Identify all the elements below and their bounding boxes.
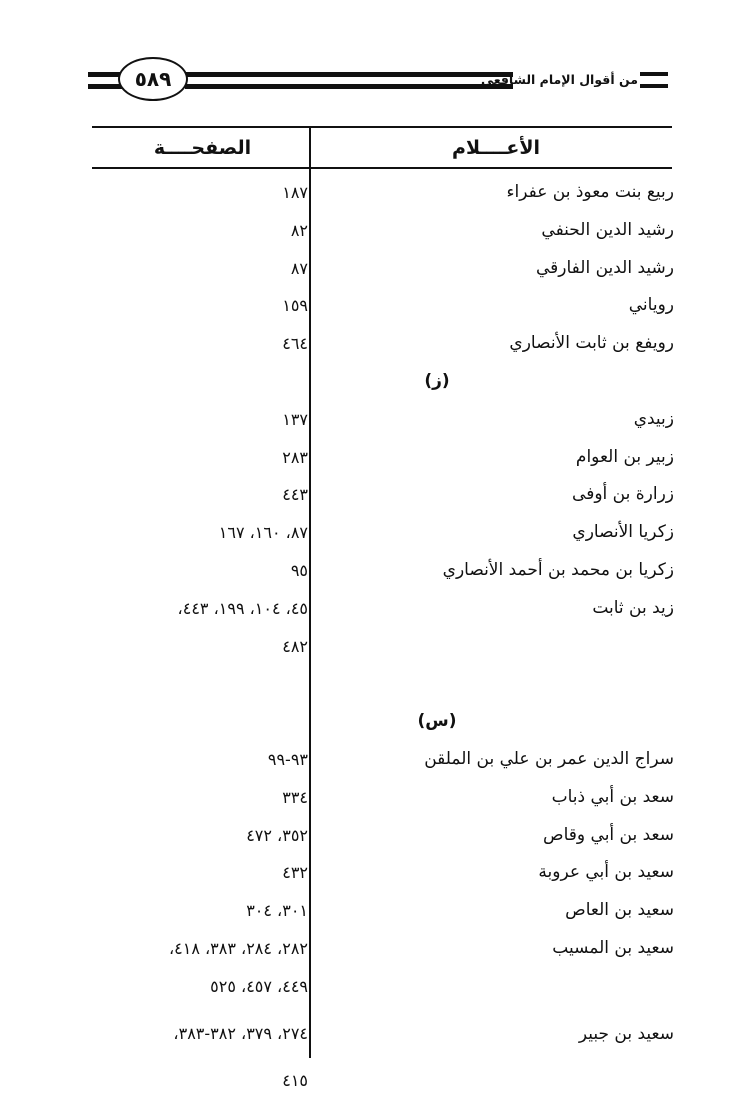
entry-name: رشيد الدين الفارقي [535,257,674,278]
entry-pages [98,665,308,703]
index-row [92,779,677,817]
entry-name: سعيد بن أبي عروبة [538,862,674,883]
header-rule [88,84,122,89]
entry-name [319,665,674,703]
header-rule [88,72,122,77]
entry-name [319,628,674,666]
index-row [92,1062,677,1100]
entry-pages: ٢٧٤، ٣٧٩، ٣٨٢-٣٨٣، [173,1023,308,1043]
running-header [0,0,755,110]
entry-name: ربيع بنت معوذ بن عفراء [506,182,674,202]
index-entries [92,174,677,1099]
index-row [92,552,677,590]
index-row [92,174,677,212]
entry-pages [98,703,308,741]
index-row [92,741,677,779]
table-header-rule [92,167,672,169]
letter-heading-row [92,363,677,401]
entry-name: زبير بن العوام [575,446,674,467]
index-row [92,590,677,628]
entry-pages: ١٣٧ [282,409,308,429]
entry-name [319,968,674,1006]
entry-pages: ٨٧، ١٦٠، ١٦٧ [218,523,308,543]
entry-pages: ٨٢ [290,220,308,240]
entry-name: سعد بن أبي ذباب [551,786,674,807]
pages-column-header: الصفحــــة [153,137,252,159]
entry-name: روياني [628,295,674,316]
index-row [92,892,677,930]
entry-pages: ٤٤٩، ٤٥٧، ٥٢٥ [210,976,308,996]
page-number [118,57,188,101]
index-row [92,287,677,325]
entry-pages: ٢٨٣ [282,447,308,467]
entry-pages: ٣٥٢، ٤٧٢ [246,825,308,845]
letter-heading-text: (س) [417,711,457,732]
entry-pages: ١٥٩ [282,296,308,316]
letter-heading-row [92,703,677,741]
index-row [92,514,677,552]
entry-pages: ٤٣٢ [282,863,308,883]
index-row [92,212,677,250]
index-row [92,476,677,514]
index-row [92,968,677,1006]
header-rule [185,72,513,77]
entry-name: رويفع بن ثابت الأنصاري [509,333,674,354]
index-row [92,628,677,666]
index-row [92,665,677,703]
entry-name: زرارة بن أوفى [572,484,674,505]
entry-pages: ٨٧ [290,258,308,278]
entry-pages: ٢٨٢، ٢٨٤، ٣٨٣، ٤١٨، [168,938,308,958]
entry-pages: ٤٤٣ [282,485,308,505]
header-rule [640,84,668,88]
table-top-rule [92,126,672,128]
entry-name: سعيد بن العاص [565,900,674,921]
letter-heading-text: (ز) [424,370,450,391]
entry-pages: ٣٣٤ [282,787,308,807]
entry-name: زكريا الأنصاري [572,522,674,543]
entry-pages [98,363,308,401]
index-row [92,250,677,288]
entry-pages: ١٨٧ [282,183,308,202]
entry-pages: ٤١٥ [282,1070,308,1090]
entry-pages: ٤٨٢ [282,636,308,656]
entry-name [319,1062,674,1100]
entry-name: زيد بن ثابت [592,597,674,618]
header-rule [640,72,668,76]
entry-pages: ٤٦٤ [282,334,308,354]
index-row [92,439,677,477]
index-row [92,854,677,892]
entry-name: سراج الدين عمر بن علي بن الملقن [424,748,674,769]
page-number-text: ٥٨٩ [134,67,172,91]
names-column-header: الأعــــلام [452,137,540,159]
entry-name: زكريا بن محمد بن أحمد الأنصاري [442,559,674,580]
header-rule [185,84,513,89]
book-title: من أقوال الإمام الشافعي [481,72,638,87]
entry-name: سعيد بن جبير [578,1023,674,1044]
index-row [92,325,677,363]
index-row [92,930,677,968]
entry-pages: ٩٣-٩٩ [267,749,308,769]
entry-name: سعد بن أبي وقاص [543,824,674,845]
entry-pages: ٣٠١، ٣٠٤ [246,901,308,921]
index-row [92,401,677,439]
entry-pages: ٩٥ [290,560,308,580]
index-row [92,817,677,855]
entry-pages: ٤٥، ١٠٤، ١٩٩، ٤٤٣، [177,598,308,618]
entry-name: رشيد الدين الحنفي [541,219,674,240]
index-row [92,1006,677,1062]
entry-name: سعيد بن المسيب [552,937,674,958]
entry-name: زبيدي [633,408,674,429]
